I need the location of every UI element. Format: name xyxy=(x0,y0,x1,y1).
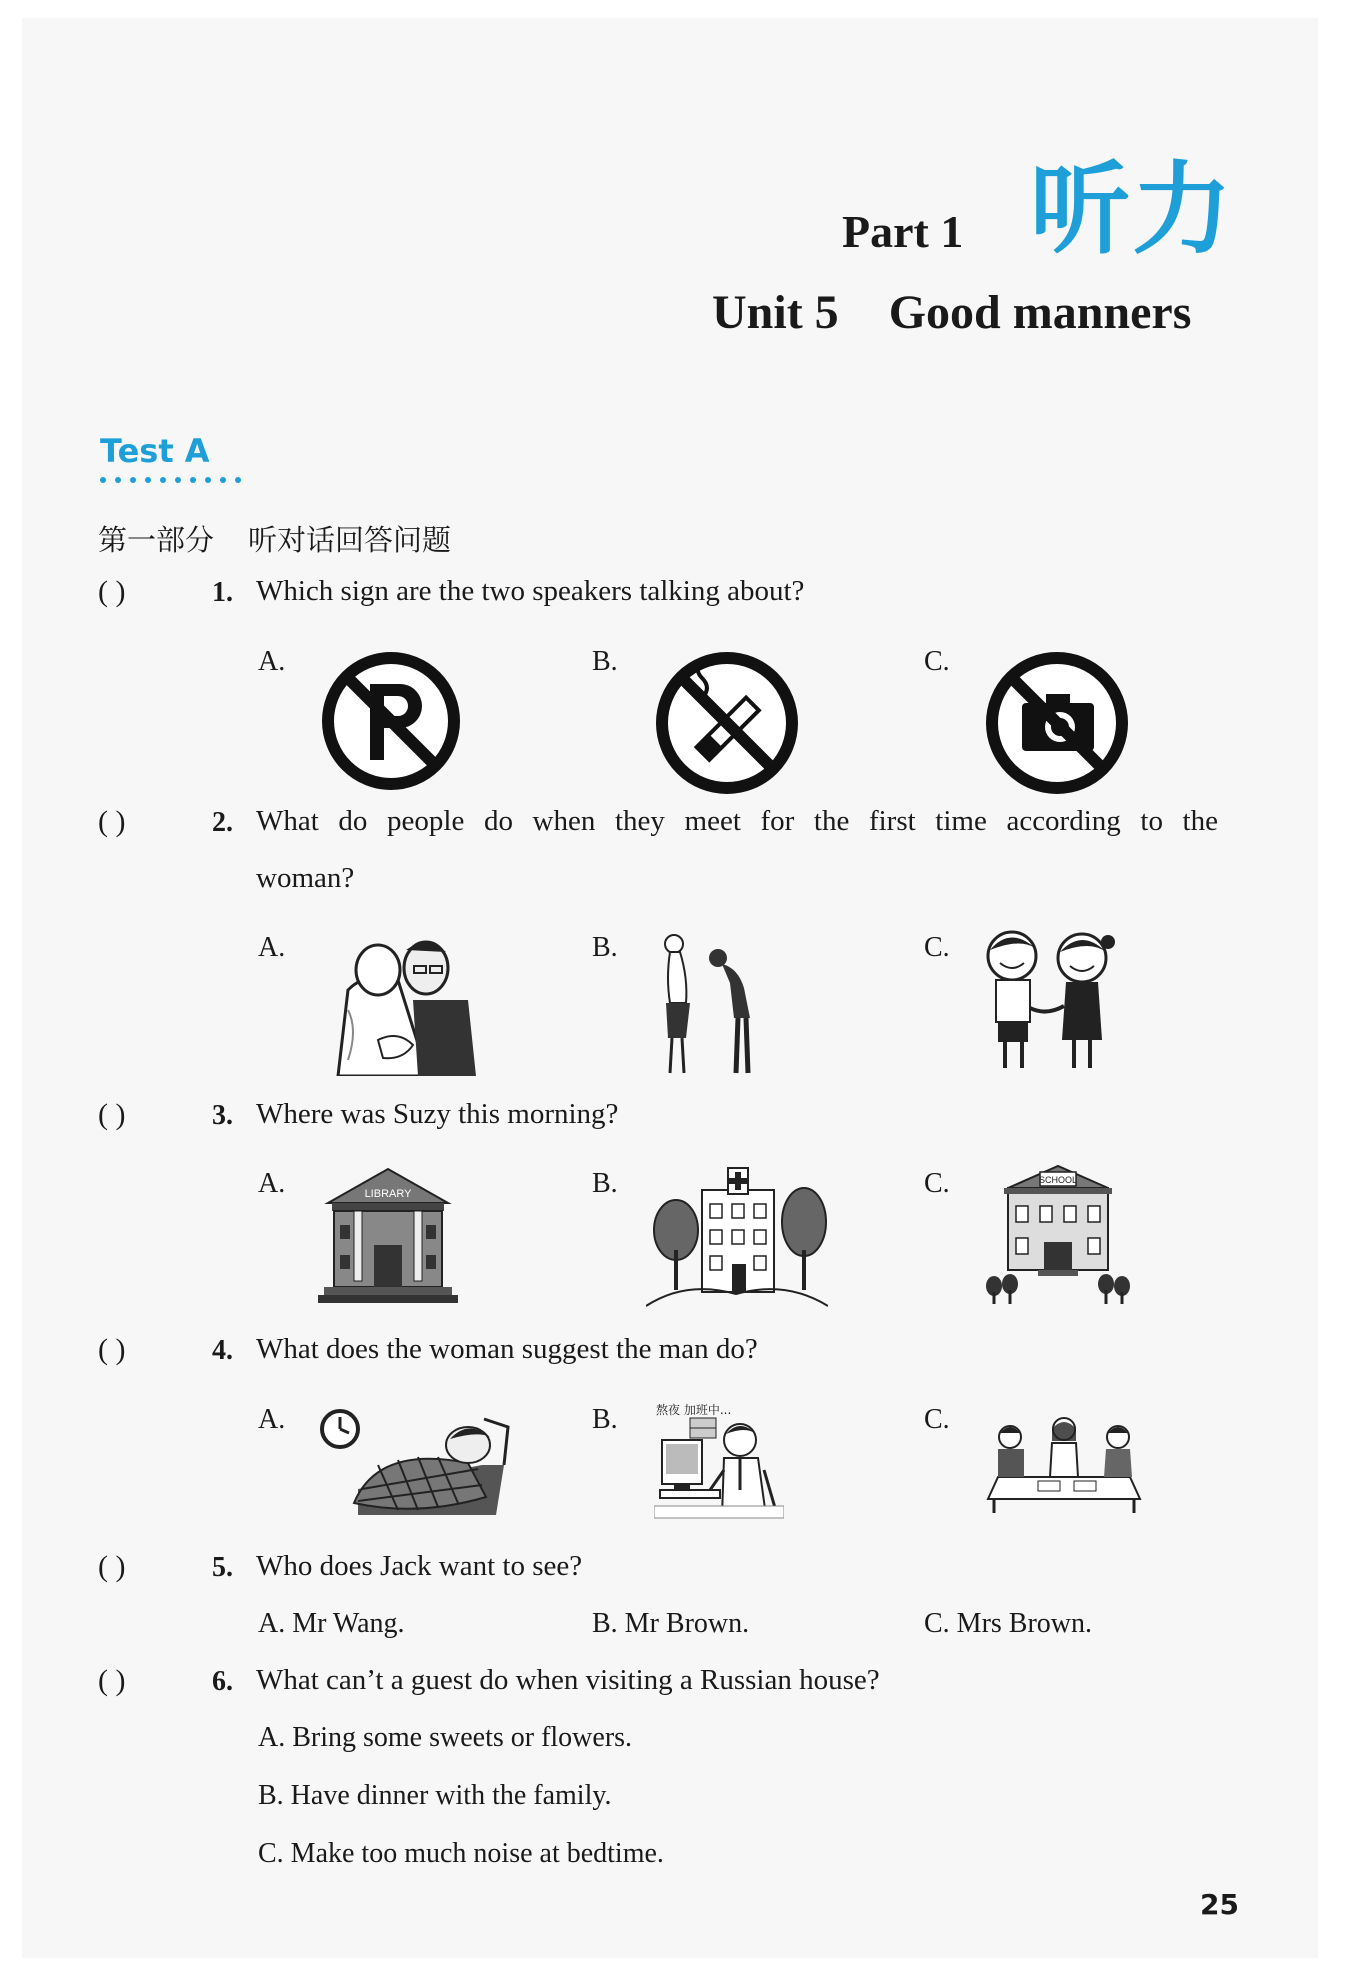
school-sign-text: SCHOOL xyxy=(1038,1175,1078,1185)
option-label-b: B. xyxy=(592,1168,618,1199)
test-label: Test A xyxy=(100,432,210,470)
option-label-b: B. xyxy=(592,646,618,677)
hospital-building-image xyxy=(646,1160,828,1308)
man-working-at-computer-image xyxy=(654,1400,784,1520)
option-b: B. Have dinner with the family. xyxy=(258,1780,612,1811)
answer-blank[interactable]: ( ) xyxy=(98,1333,126,1366)
option-label-a: A. xyxy=(258,1168,286,1199)
option-a: A. Bring some sweets or flowers. xyxy=(258,1722,633,1753)
section-title xyxy=(98,518,451,559)
answer-blank[interactable]: ( ) xyxy=(98,1664,126,1697)
library-sign-text: LIBRARY xyxy=(364,1188,412,1200)
option-c: C. Mrs Brown. xyxy=(924,1608,1093,1639)
unit-number: Unit 5 xyxy=(712,286,839,339)
question-text-continued: woman? xyxy=(256,862,355,894)
question-text: Where was Suzy this morning? xyxy=(256,1098,619,1130)
unit-heading xyxy=(712,285,1191,340)
question-text: What do people do when they meet for the first time according to the xyxy=(256,805,1218,837)
question-number: 3. xyxy=(212,1100,233,1131)
unit-title: Good manners xyxy=(888,286,1192,339)
section-label: 第一部分 xyxy=(98,523,215,557)
option-c: C. Make too much noise at bedtime. xyxy=(258,1838,664,1869)
overtime-caption: 熬夜 加班中... xyxy=(656,1403,732,1417)
bowing-people-image xyxy=(646,928,770,1078)
library-building-image xyxy=(318,1165,458,1307)
answer-blank[interactable]: ( ) xyxy=(98,575,126,608)
answer-blank[interactable]: ( ) xyxy=(98,1550,126,1583)
part-label: Part 1 xyxy=(842,206,964,257)
dotted-underline xyxy=(100,470,250,488)
answer-blank[interactable]: ( ) xyxy=(98,805,126,838)
option-label-c: C. xyxy=(924,1168,950,1199)
section-text: 听对话回答问题 xyxy=(248,523,452,557)
school-building-image xyxy=(980,1158,1136,1306)
option-label-c: C. xyxy=(924,646,950,677)
option-label-a: A. xyxy=(258,1404,286,1435)
question-number: 1. xyxy=(212,577,233,608)
page-number: 25 xyxy=(1200,1888,1239,1921)
answer-blank[interactable]: ( ) xyxy=(98,1098,126,1131)
no-smoking-sign-icon xyxy=(652,648,802,798)
option-a: A. Mr Wang. xyxy=(258,1608,405,1639)
option-label-a: A. xyxy=(258,932,286,963)
shaking-hands-children-image xyxy=(980,928,1120,1074)
question-text: What does the woman suggest the man do? xyxy=(256,1333,758,1365)
question-number: 6. xyxy=(212,1666,233,1697)
option-label-b: B. xyxy=(592,932,618,963)
no-photography-sign-icon xyxy=(982,648,1132,798)
option-label-c: C. xyxy=(924,1404,950,1435)
question-number: 4. xyxy=(212,1335,233,1366)
students-studying-together-image xyxy=(980,1415,1148,1513)
hugging-people-image xyxy=(318,930,478,1076)
part-chinese-title: 听力 xyxy=(1030,151,1234,268)
option-b: B. Mr Brown. xyxy=(592,1608,750,1639)
option-label-c: C. xyxy=(924,932,950,963)
sleeping-man-image xyxy=(318,1405,512,1527)
question-number: 5. xyxy=(212,1552,233,1583)
option-label-a: A. xyxy=(258,646,286,677)
question-text: Who does Jack want to see? xyxy=(256,1550,583,1582)
question-text: What can’t a guest do when visiting a Russian house? xyxy=(256,1664,880,1696)
question-text: Which sign are the two speakers talking about? xyxy=(256,575,805,607)
question-number: 2. xyxy=(212,807,233,838)
option-label-b: B. xyxy=(592,1404,618,1435)
no-parking-sign-icon xyxy=(318,648,464,794)
